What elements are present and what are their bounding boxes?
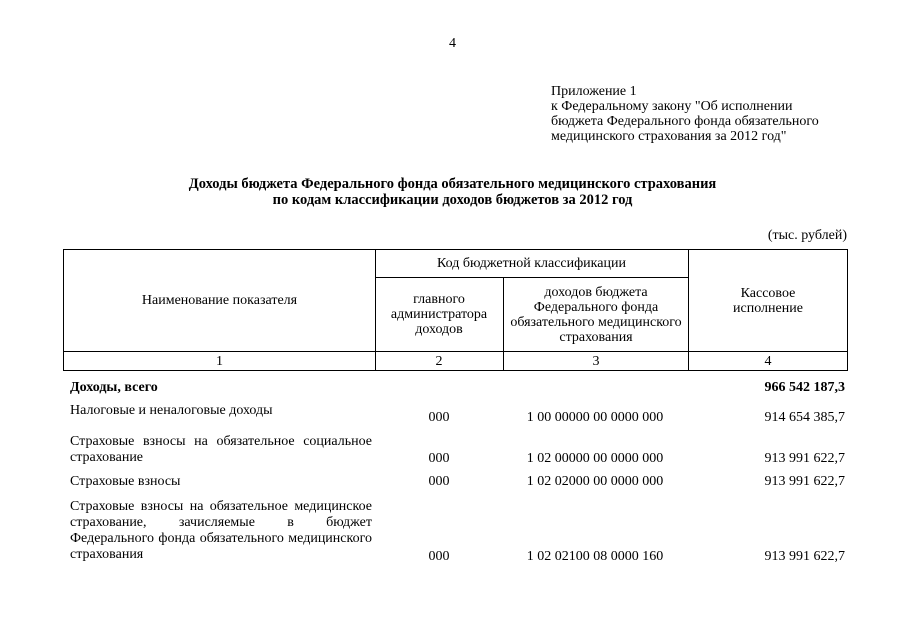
row-admin-code: 000 [428,474,450,489]
row-admin-code: 000 [428,549,450,564]
page-number: 4 [449,36,456,51]
header-revenue-code: доходов бюджета Федерального фонда обязательного медицинского страхования [510,284,682,345]
row-admin-code: 000 [428,451,450,466]
row-revenue-code: 1 02 00000 00 0000 000 [526,451,664,466]
units-label: (тыс. рублей) [767,228,847,243]
row-name: Страховые взносы на обязательное медицинское страхование, зачисляемые в бюджет Федерального фонда обязательного медицинского страхования [70,499,372,562]
appendix-line-1: Приложение 1 [551,84,637,99]
row-amount: 914 654 385,7 [764,410,845,425]
title-line-1: Доходы бюджета Федерального фонда обязательного медицинского страхования [188,176,717,192]
row-admin-code: 000 [428,410,450,425]
row-revenue-code: 1 02 02000 00 0000 000 [526,474,664,489]
row-name: Страховые взносы на обязательное социальное страхование [70,434,372,465]
row-total-name: Доходы, всего [70,380,158,395]
row-amount: 913 991 622,7 [764,451,845,466]
column-number-2: 2 [435,353,443,369]
row-name: Страховые взносы [70,474,181,489]
title-line-2: по кодам классификации доходов бюджетов за 2012 год [272,192,633,208]
row-total-amount: 966 542 187,3 [764,380,845,395]
row-revenue-code: 1 02 02100 08 0000 160 [526,549,664,564]
header-amount: Кассовое исполнение [733,285,803,316]
row-amount: 913 991 622,7 [764,549,845,564]
column-number-3: 3 [592,353,600,369]
appendix-line-2: к Федеральному закону "Об исполнении [551,99,793,114]
table-header [63,249,848,371]
header-code-group: Код бюджетной классификации [437,256,626,271]
row-amount: 913 991 622,7 [764,474,845,489]
column-number-1: 1 [216,353,223,369]
document-title [0,176,905,208]
appendix-line-4: медицинского страхования за 2012 год" [551,129,787,144]
header-admin: главного администратора доходов [390,292,488,337]
column-number-4: 4 [764,353,772,369]
appendix-line-3: бюджета Федерального фонда обязательного [551,114,819,129]
appendix-note [551,84,819,144]
row-name: Налоговые и неналоговые доходы [70,403,273,418]
row-revenue-code: 1 00 00000 00 0000 000 [526,410,664,425]
header-name: Наименование показателя [141,293,298,308]
